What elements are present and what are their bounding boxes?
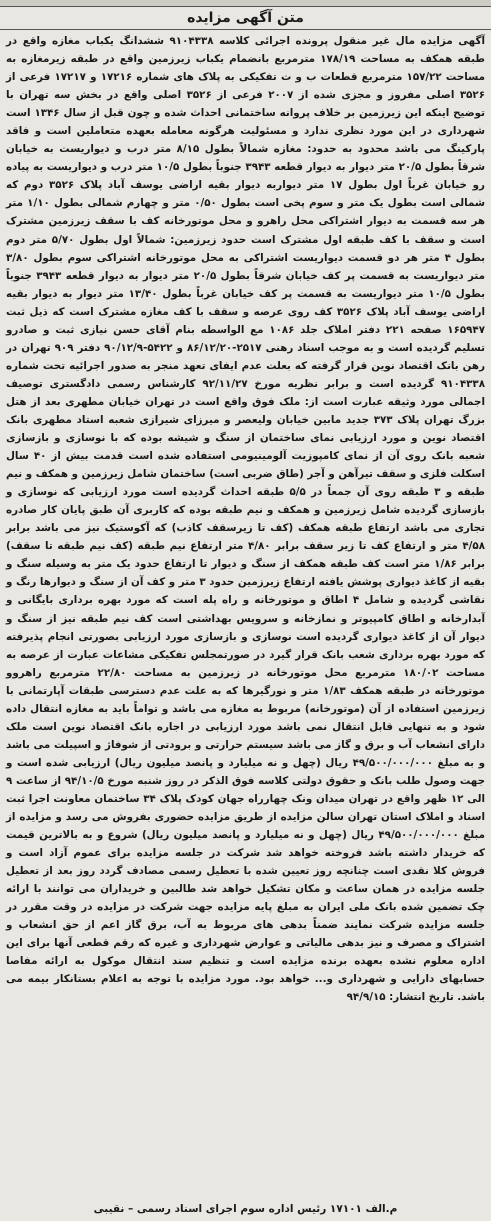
notice-footer: م.الف ۱۷۱۰۱ رئیس اداره سوم اجرای اسناد رسمی – نقیبی — [93, 1203, 398, 1215]
notice-body-text: آگهی مزایده مال غیر منقول پرونده اجرائی کلاسه ۹۱۰۴۳۳۸ ششدانگ یکباب مغازه واقع در طبقه همکف به مساحت ۱۷۸/۱۹ مترمربع بانضمام یکباب زیرزمین واقع در طبقه زیرمغازه به مساحت ۱۵۷/۲۲ مترمربع قطعات ب و ت تفکیکی به پلاک های شماره ۱۷۲۱۶ و ۱۷۲۱۷ فرعی از ۳۵۲۶ اصلی مفروز و مجزی شده از ۲۰۰۷ فرعی از ۳۵۲۶ اصلی واقع در بخش سه تهران با توضیح اینکه این زیرزمین بر خلاف پروانه ساختمانی احداث شده و چون قبل از سال ۱۳۴۶ است شهرداری در این مورد نظری ندارد و مسئولیت هرگونه معامله بعهده متعاملین است و فاقد پارکینگ می باشد محدود به حدود: مغازه شمالاً بطول ۸/۱۵ متر درب و دیواریست به خیابان شرقاً بطول ۲۰/۵ متر دیوار به دیوار قطعه ۳۹۴۳ جنوباً بطول ۱۰/۵ متر درب و دیواریست به پیاده رو خیابان غرباً اول بطول ۱۷ متر دیواربه دیوار بقیه اراضی یوسف آباد پلاک ۳۵۲۶ دوم که شمالی است بطول یک متر و سوم پخی است بطول ۰/۵۰ متر و چهارم شمالی بطول ۱/۱۰ متر هر سه قسمت به دیوار اشتراکی محل راهرو و محل موتورخانه کف با سقف زیرزمین مشترک است و سقف با کف طبقه اول مشترک است حدود زیرزمین: شمالاً اول بطول ۵/۷۰ متر دوم بطول ۴ متر هر دو قسمت دیواریست اشتراکی به محل موتورخانه اشتراکی سوم بطول ۳/۸۰ متر دیواریست به قسمت پر کف خیابان شرقاً بطول ۲۰/۵ متر دیوار به دیوار قطعه ۳۹۴۳ جنوباً بطول ۱۰/۵ متر دیواریست به قسمت پر کف خیابان غرباً بطول ۱۳/۴۰ متر دیوار به دیوار بقیه اراضی یوسف آباد پلاک ۳۵۲۶ کف روی عرصه و سقف با کف مغازه مشترک است که ذیل ثبت ۱۶۵۹۴۷ صفحه ۲۲۱ دفتر املاک جلد ۱۰۸۶ مع الواسطه بنام آقای حسن نیازی ثبت و صادرو تسلیم گردیده است و به موجب اسناد رهنی ۲۵۱۷-۸۶/۱۲/۲۰ و ۵۴۲۲-۹۰/۱۲/۹ دفتر ۹۰۹ تهران در رهن بانک اقتصاد نوین قرار گرفته که بعلت عدم ایفای تعهد منجر به صدور اجرائیه تحت شماره ۹۱۰۴۳۳۸ گردیده است و برابر نظریه مورخ ۹۲/۱۱/۲۷ کارشناس رسمی دادگستری توصیف اجمالی مورد وثیقه عبارت است از: ملک فوق واقع است در تهران خیابان مطهری بعد از هتل بزرگ تهران پلاک ۳۷۳ جدید مابین خیابان ولیعصر و میرزای شیرازی شعبه استاد مطهری بانک اقتصاد نوین و مورد ارزیابی نمای ساختمان از سنگ و شیشه بوده که با نوسازی و بازسازی شعبه بانک روی آن از نمای کامپوزیت آلومینیومی استفاده شده است قدمت بیش از ۴۰ سال اسکلت فلزی و سقف تیرآهن و آجر (طاق ضربی است) ساختمان شامل زیرزمین و همکف و نیم طبقه و ۳ طبقه روی آن جمعاً در ۵/۵ طبقه احداث گردیده است مورد ارزیابی که نوسازی و بازسازی گردیده شامل زیرزمین و همکف و نیم طبقه بوده که کاربری آن طبق پایان کار صادره تجاری می باشد ارتفاع طبقه همکف (کف تا زیرسقف کاذب) که آکوستیک نیز می باشد برابر ۴/۵۸ متر و ارتفاع کف تا زیر سقف برابر ۴/۸۰ متر ارتفاع نیم طبقه (کف نیم طبقه تا سقف) برابر ۱/۸۶ متر است کف طبقه همکف از سنگ و دیوار تا ارتفاع حدود یک متر به وسیله سنگ و بقیه از کاغذ دیواری پوشش یافته ارتفاع زیرزمین حدود ۳ متر و کف آن از سنگ و دیوارها رنگ و نقاشی گردیده و شامل ۴ اطاق و موتورخانه و راه پله است که مورد بهره برداری بایگانی و آبدارخانه و اطاق کامپیوتر و نمازخانه و سرویس بهداشتی است کف نیم طبقه نیز از سنگ و دیوار آن از کاغذ دیواری گردیده است نوسازی و بازسازی مورد ارزیابی بصورتی انجام پذیرفته که مورد بهره برداری شعب بانک قرار گیرد در صورتمجلس تفکیکی مشاعات عبارت از عرصه به مساحت ۱۸۰/۰۲ مترمربع محل موتورخانه در زیرزمین به مساحت ۲۲/۸۰ مترمربع راهروو موتورخانه در طبقه همکف ۱/۸۳ متر و نورگیرها که به علت عدم دسترسی طبقات آپارتمانی با زیرزمین استفاده از آن (موتورخانه) مربوط به مغازه می باشد و تواماً باید به مغازه انتقال داده شود و به تنهایی قابل انتقال نمی باشد مورد ارزیابی در اجاره بانک اقتصاد نوین است ملک دارای انشعاب آب و برق و گاز می باشد سیستم حرارتی و برودتی از شوفاژ و اسپیلت می باشد و به مبلغ ۴۹/۵۰۰/۰۰۰/۰۰۰ ریال (چهل و نه میلیارد و پانصد میلیون ریال) ارزیابی شده است و جهت وصول طلب بانک و حقوق دولتی کلاسه فوق الذکر در روز شنبه مورخ ۹۴/۱۰/۵ از ساعت ۹ الی ۱۲ ظهر واقع در تهران میدان ونک چهارراه جهان کودک پلاک ۳۴ ساختمان معاونت اجرا ثبت اسناد و املاک استان تهران سالن مزایده از طریق مزایده حضوری بفروش می رسد و مزایده از مبلغ ۴۹/۵۰۰/۰۰۰/۰۰۰ ریال (چهل و نه میلیارد و پانصد میلیون ریال) شروع و به بالاترین قیمت که خریدار داشته باشد فروخته خواهد شد شرکت در جلسه مزایده برای عموم آزاد است و فروش کلا نقدی است چنانچه روز تعیین شده با تعطیل رسمی مصادف گردد روز بعد از تعطیل جلسه مزایده در همان ساعت و مکان تشکیل خواهد شد طالبین و خریداران می توانند با ارائه چک تضمین شده بانک ملی ایران به مبلغ پایه مزایده جهت شرکت در مزایده در وقت مقرر در جلسه مزایده شرکت نمایند ضمناً بدهی های مربوط به آب، برق گاز اعم از حق انشعاب و اشتراک و مصرف و نیز بدهی مالیاتی و عوارض شهرداری و غیره که رقم قطعی آنها برای این اداره معلوم نشده بعهده برنده مزایده است و تنظیم سند انتقال موکول به ارائه مفاصا حسابهای دارایی و شهرداری و... خواهد بود. مورد مزایده با توجه به اعلام بستانکار بیمه می باشد. تاریخ انتشار: ۹۴/۹/۱۵ — [5, 35, 486, 1004]
notice-body — [6, 32, 485, 1007]
notice-title: متن آگهی مزایده — [0, 6, 491, 30]
